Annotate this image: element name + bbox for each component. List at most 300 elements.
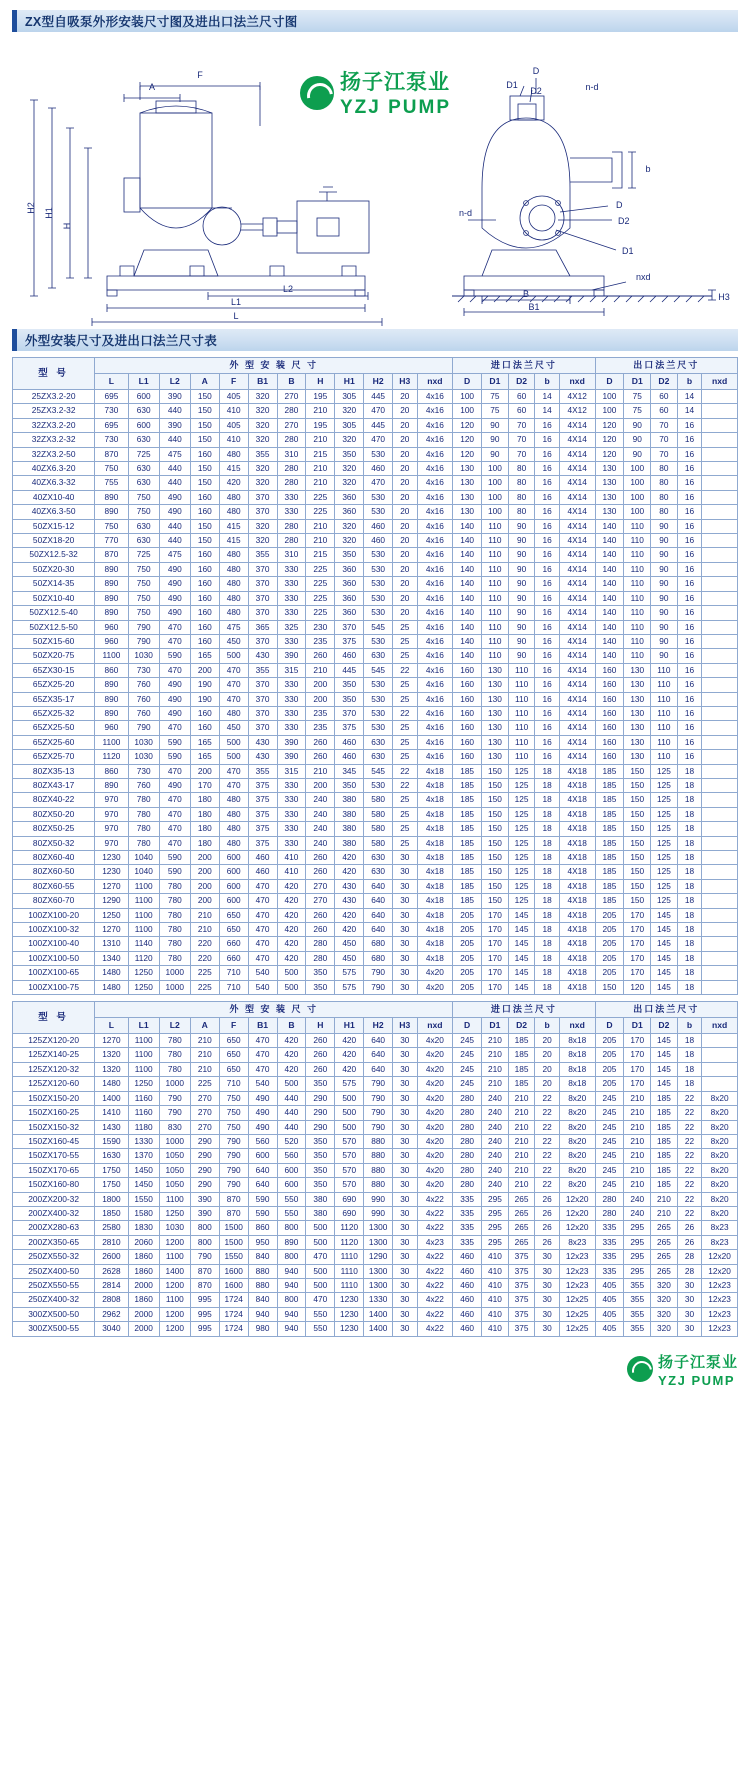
th-col-b-20: b bbox=[677, 1018, 701, 1034]
cell-d2: 145 bbox=[651, 923, 678, 937]
section-header-drawing-label: ZX型自吸泵外形安装尺寸图及进出口法兰尺寸图 bbox=[25, 15, 298, 29]
cell-l2: 590 bbox=[159, 649, 190, 663]
cell-h: 290 bbox=[306, 1120, 335, 1134]
cell-b1: 370 bbox=[248, 678, 277, 692]
cell-nxd bbox=[702, 663, 738, 677]
cell-h2: 1400 bbox=[364, 1307, 393, 1321]
cell-l1: 1250 bbox=[128, 980, 159, 994]
cell-d1: 130 bbox=[482, 692, 509, 706]
table-row bbox=[13, 418, 738, 432]
cell-l1: 1330 bbox=[128, 1134, 159, 1148]
cell-a: 150 bbox=[190, 462, 219, 476]
cell-b: 16 bbox=[677, 505, 701, 519]
cell-d: 160 bbox=[595, 721, 624, 735]
cell-nxd: 8x20 bbox=[559, 1134, 595, 1148]
cell-h: 240 bbox=[306, 807, 335, 821]
cell-l1: 780 bbox=[128, 807, 159, 821]
cell-nxd: 12x23 bbox=[702, 1293, 738, 1307]
table-row bbox=[13, 1293, 738, 1307]
cell-h2: 880 bbox=[364, 1149, 393, 1163]
cell-a: 270 bbox=[190, 1091, 219, 1105]
cell-nxd: 12x23 bbox=[559, 1250, 595, 1264]
table-row bbox=[13, 1134, 738, 1148]
cell-d1: 130 bbox=[482, 750, 509, 764]
cell-b: 30 bbox=[535, 1293, 559, 1307]
cell-d2: 125 bbox=[651, 778, 678, 792]
cell-b1: 540 bbox=[248, 980, 277, 994]
cell-nxd: 4X18 bbox=[559, 778, 595, 792]
cell-b: 420 bbox=[277, 937, 306, 951]
cell-d1: 100 bbox=[624, 462, 651, 476]
cell-f: 480 bbox=[219, 706, 248, 720]
cell-d1: 150 bbox=[624, 764, 651, 778]
cell-d1: 410 bbox=[482, 1278, 509, 1292]
cell-model: 50ZX12.5-32 bbox=[13, 548, 95, 562]
cell-l1: 750 bbox=[128, 490, 159, 504]
cell-nxd: 4x20 bbox=[417, 1134, 453, 1148]
cell-l1: 630 bbox=[128, 462, 159, 476]
cell-d: 130 bbox=[595, 476, 624, 490]
cell-nxd: 4x20 bbox=[417, 1077, 453, 1091]
table-row bbox=[13, 1178, 738, 1192]
cell-d1: 110 bbox=[482, 562, 509, 576]
cell-b1: 320 bbox=[248, 433, 277, 447]
cell-nxd bbox=[702, 778, 738, 792]
cell-d2: 210 bbox=[508, 1106, 535, 1120]
label-H1: H1 bbox=[44, 207, 54, 219]
cell-d1: 150 bbox=[482, 793, 509, 807]
cell-d: 160 bbox=[595, 678, 624, 692]
cell-h1: 500 bbox=[335, 1106, 364, 1120]
cell-h3: 30 bbox=[393, 1134, 417, 1148]
cell-h2: 880 bbox=[364, 1178, 393, 1192]
cell-h: 350 bbox=[306, 1077, 335, 1091]
cell-l: 1270 bbox=[95, 879, 128, 893]
cell-model: 80ZX60-40 bbox=[13, 851, 95, 865]
cell-l2: 490 bbox=[159, 778, 190, 792]
cell-model: 80ZX60-70 bbox=[13, 894, 95, 908]
cell-f: 1724 bbox=[219, 1322, 248, 1336]
th-outline-group: 外 型 安 装 尺 寸 bbox=[95, 358, 453, 374]
cell-d1: 210 bbox=[624, 1163, 651, 1177]
cell-d2: 125 bbox=[651, 894, 678, 908]
cell-d: 150 bbox=[595, 980, 624, 994]
cell-a: 165 bbox=[190, 649, 219, 663]
cell-b1: 370 bbox=[248, 562, 277, 576]
cell-d1: 75 bbox=[624, 404, 651, 418]
cell-l1: 630 bbox=[128, 476, 159, 490]
cell-nxd: 12x25 bbox=[559, 1322, 595, 1336]
cell-b: 22 bbox=[677, 1163, 701, 1177]
cell-h1: 1110 bbox=[335, 1264, 364, 1278]
cell-d2: 185 bbox=[651, 1134, 678, 1148]
cell-h: 240 bbox=[306, 836, 335, 850]
table-row bbox=[13, 923, 738, 937]
cell-b1: 560 bbox=[248, 1134, 277, 1148]
cell-l1: 1160 bbox=[128, 1106, 159, 1120]
cell-b: 30 bbox=[535, 1322, 559, 1336]
cell-d2: 80 bbox=[508, 462, 535, 476]
cell-d1: 210 bbox=[624, 1149, 651, 1163]
cell-b: 390 bbox=[277, 649, 306, 663]
cell-d1: 210 bbox=[624, 1178, 651, 1192]
cell-nxd: 4x16 bbox=[417, 418, 453, 432]
cell-f: 405 bbox=[219, 390, 248, 404]
cell-d1: 130 bbox=[482, 706, 509, 720]
cell-l2: 470 bbox=[159, 764, 190, 778]
cell-h1: 345 bbox=[335, 764, 364, 778]
cell-d: 100 bbox=[595, 390, 624, 404]
cell-h2: 680 bbox=[364, 951, 393, 965]
cell-h3: 22 bbox=[393, 706, 417, 720]
th-model: 型 号 bbox=[13, 358, 95, 390]
cell-d1: 150 bbox=[624, 879, 651, 893]
cell-d1: 110 bbox=[624, 562, 651, 576]
cell-h: 290 bbox=[306, 1091, 335, 1105]
cell-d: 185 bbox=[453, 807, 482, 821]
cell-h3: 20 bbox=[393, 390, 417, 404]
cell-a: 160 bbox=[190, 447, 219, 461]
cell-d: 280 bbox=[453, 1091, 482, 1105]
cell-a: 160 bbox=[190, 634, 219, 648]
cell-d: 185 bbox=[453, 836, 482, 850]
cell-b: 26 bbox=[535, 1221, 559, 1235]
cell-nxd: 12x20 bbox=[559, 1206, 595, 1220]
cell-d: 185 bbox=[453, 764, 482, 778]
cell-l: 2600 bbox=[95, 1250, 128, 1264]
cell-l: 750 bbox=[95, 462, 128, 476]
cell-h1: 1110 bbox=[335, 1250, 364, 1264]
cell-h3: 30 bbox=[393, 951, 417, 965]
cell-l2: 780 bbox=[159, 937, 190, 951]
cell-a: 160 bbox=[190, 490, 219, 504]
cell-l2: 470 bbox=[159, 822, 190, 836]
cell-a: 200 bbox=[190, 764, 219, 778]
cell-b: 420 bbox=[277, 1048, 306, 1062]
cell-a: 160 bbox=[190, 591, 219, 605]
cell-d2: 145 bbox=[508, 908, 535, 922]
cell-d: 120 bbox=[453, 418, 482, 432]
th-inlet-group: 进口法兰尺寸 bbox=[453, 358, 595, 374]
cell-d: 185 bbox=[595, 793, 624, 807]
cell-nxd: 4X14 bbox=[559, 678, 595, 692]
cell-h: 260 bbox=[306, 908, 335, 922]
cell-d1: 295 bbox=[482, 1221, 509, 1235]
cell-l: 2628 bbox=[95, 1264, 128, 1278]
cell-h: 225 bbox=[306, 490, 335, 504]
table-row bbox=[13, 908, 738, 922]
table2-header-group-row bbox=[13, 1002, 738, 1018]
cell-nxd: 4x18 bbox=[417, 951, 453, 965]
cell-d1: 110 bbox=[482, 519, 509, 533]
cell-h3: 25 bbox=[393, 721, 417, 735]
cell-h: 260 bbox=[306, 1062, 335, 1076]
cell-d2: 70 bbox=[508, 418, 535, 432]
cell-l: 890 bbox=[95, 505, 128, 519]
cell-b: 940 bbox=[277, 1264, 306, 1278]
cell-d2: 125 bbox=[508, 778, 535, 792]
cell-b1: 355 bbox=[248, 548, 277, 562]
cell-nxd: 4X14 bbox=[559, 634, 595, 648]
cell-h: 210 bbox=[306, 462, 335, 476]
cell-d1: 170 bbox=[624, 951, 651, 965]
cell-d1: 110 bbox=[482, 649, 509, 663]
cell-nxd: 8x20 bbox=[702, 1106, 738, 1120]
cell-d2: 265 bbox=[508, 1192, 535, 1206]
cell-h1: 380 bbox=[335, 807, 364, 821]
cell-h: 380 bbox=[306, 1192, 335, 1206]
cell-d: 460 bbox=[453, 1278, 482, 1292]
cell-h3: 25 bbox=[393, 836, 417, 850]
cell-l2: 490 bbox=[159, 606, 190, 620]
cell-f: 420 bbox=[219, 476, 248, 490]
cell-d1: 110 bbox=[482, 606, 509, 620]
cell-h1: 380 bbox=[335, 793, 364, 807]
cell-nxd: 4x16 bbox=[417, 606, 453, 620]
cell-h3: 20 bbox=[393, 591, 417, 605]
cell-b1: 470 bbox=[248, 879, 277, 893]
cell-h: 240 bbox=[306, 822, 335, 836]
cell-h2: 640 bbox=[364, 879, 393, 893]
cell-h1: 1120 bbox=[335, 1235, 364, 1249]
th-col-d1-13: D1 bbox=[482, 374, 509, 390]
cell-b: 270 bbox=[277, 418, 306, 432]
cell-h: 270 bbox=[306, 879, 335, 893]
cell-b: 14 bbox=[535, 404, 559, 418]
cell-nxd: 4X12 bbox=[559, 390, 595, 404]
cell-d1: 170 bbox=[624, 1062, 651, 1076]
cell-d2: 125 bbox=[508, 851, 535, 865]
cell-b1: 370 bbox=[248, 634, 277, 648]
cell-nxd: 4x20 bbox=[417, 1091, 453, 1105]
cell-d2: 90 bbox=[508, 548, 535, 562]
cell-b1: 320 bbox=[248, 462, 277, 476]
cell-h3: 25 bbox=[393, 678, 417, 692]
cell-d: 205 bbox=[595, 966, 624, 980]
cell-f: 500 bbox=[219, 735, 248, 749]
cell-d2: 90 bbox=[651, 519, 678, 533]
cell-b1: 370 bbox=[248, 721, 277, 735]
cell-l2: 490 bbox=[159, 505, 190, 519]
cell-h1: 570 bbox=[335, 1134, 364, 1148]
label-D-right: D bbox=[616, 200, 623, 210]
cell-d2: 265 bbox=[651, 1221, 678, 1235]
cell-d: 335 bbox=[595, 1264, 624, 1278]
cell-d: 140 bbox=[595, 534, 624, 548]
cell-l1: 1860 bbox=[128, 1250, 159, 1264]
cell-b1: 470 bbox=[248, 951, 277, 965]
cell-nxd: 4X14 bbox=[559, 620, 595, 634]
cell-h1: 320 bbox=[335, 476, 364, 490]
cell-nxd: 4x20 bbox=[417, 1163, 453, 1177]
cell-b: 16 bbox=[535, 433, 559, 447]
cell-d: 160 bbox=[453, 735, 482, 749]
cell-nxd: 4X18 bbox=[559, 793, 595, 807]
cell-d2: 110 bbox=[651, 721, 678, 735]
cell-l2: 1100 bbox=[159, 1293, 190, 1307]
cell-b: 22 bbox=[677, 1206, 701, 1220]
cell-h3: 20 bbox=[393, 433, 417, 447]
cell-l: 755 bbox=[95, 476, 128, 490]
table-row bbox=[13, 851, 738, 865]
cell-b: 18 bbox=[535, 894, 559, 908]
cell-f: 790 bbox=[219, 1134, 248, 1148]
cell-h1: 370 bbox=[335, 620, 364, 634]
cell-b: 18 bbox=[535, 778, 559, 792]
cell-model: 80ZX50-32 bbox=[13, 836, 95, 850]
cell-f: 470 bbox=[219, 678, 248, 692]
cell-f: 500 bbox=[219, 750, 248, 764]
cell-d2: 125 bbox=[508, 822, 535, 836]
cell-d1: 355 bbox=[624, 1307, 651, 1321]
cell-h1: 1120 bbox=[335, 1221, 364, 1235]
cell-d1: 240 bbox=[482, 1163, 509, 1177]
cell-d: 120 bbox=[595, 447, 624, 461]
cell-h1: 375 bbox=[335, 721, 364, 735]
cell-b: 16 bbox=[677, 735, 701, 749]
cell-d: 185 bbox=[453, 879, 482, 893]
cell-d2: 90 bbox=[508, 591, 535, 605]
cell-nxd: 8x20 bbox=[559, 1120, 595, 1134]
cell-l2: 1000 bbox=[159, 1077, 190, 1091]
cell-b: 16 bbox=[677, 447, 701, 461]
label-nd-left: n-d bbox=[458, 208, 472, 218]
cell-model: 32ZX3.2-32 bbox=[13, 433, 95, 447]
cell-b: 16 bbox=[677, 706, 701, 720]
cell-b1: 590 bbox=[248, 1206, 277, 1220]
cell-f: 470 bbox=[219, 778, 248, 792]
cell-nxd: 8x18 bbox=[559, 1034, 595, 1048]
table-row bbox=[13, 649, 738, 663]
cell-model: 100ZX100-75 bbox=[13, 980, 95, 994]
cell-d: 185 bbox=[453, 851, 482, 865]
cell-l2: 475 bbox=[159, 447, 190, 461]
cell-h1: 420 bbox=[335, 1048, 364, 1062]
table-row bbox=[13, 1163, 738, 1177]
cell-h2: 460 bbox=[364, 519, 393, 533]
cell-l2: 390 bbox=[159, 390, 190, 404]
cell-f: 870 bbox=[219, 1206, 248, 1220]
cell-l2: 1030 bbox=[159, 1221, 190, 1235]
cell-nxd: 4X18 bbox=[559, 865, 595, 879]
cell-f: 415 bbox=[219, 534, 248, 548]
cell-b: 420 bbox=[277, 894, 306, 908]
th-col-b1-5: B1 bbox=[248, 374, 277, 390]
cell-nxd bbox=[702, 534, 738, 548]
cell-nxd: 8x20 bbox=[702, 1206, 738, 1220]
cell-f: 480 bbox=[219, 793, 248, 807]
cell-d2: 60 bbox=[651, 404, 678, 418]
cell-a: 290 bbox=[190, 1163, 219, 1177]
cell-b: 330 bbox=[277, 577, 306, 591]
cell-b: 18 bbox=[677, 951, 701, 965]
cell-d2: 70 bbox=[651, 447, 678, 461]
cell-d: 140 bbox=[453, 606, 482, 620]
cell-nxd: 4X14 bbox=[559, 490, 595, 504]
cell-f: 650 bbox=[219, 1062, 248, 1076]
cell-f: 790 bbox=[219, 1163, 248, 1177]
yzj-circle-logo-icon-footer bbox=[627, 1356, 653, 1382]
cell-b1: 880 bbox=[248, 1278, 277, 1292]
cell-h3: 20 bbox=[393, 462, 417, 476]
cell-b: 330 bbox=[277, 505, 306, 519]
cell-h2: 470 bbox=[364, 404, 393, 418]
cell-h3: 30 bbox=[393, 1178, 417, 1192]
cell-d1: 110 bbox=[624, 577, 651, 591]
cell-d: 140 bbox=[595, 620, 624, 634]
cell-h1: 350 bbox=[335, 678, 364, 692]
th2-outlet-group: 出口法兰尺寸 bbox=[595, 1002, 737, 1018]
cell-b1: 370 bbox=[248, 505, 277, 519]
cell-model: 80ZX50-20 bbox=[13, 807, 95, 821]
cell-l1: 1100 bbox=[128, 879, 159, 893]
cell-h1: 320 bbox=[335, 404, 364, 418]
cell-a: 160 bbox=[190, 548, 219, 562]
cell-h1: 360 bbox=[335, 591, 364, 605]
cell-h: 550 bbox=[306, 1322, 335, 1336]
table-row bbox=[13, 836, 738, 850]
cell-h: 225 bbox=[306, 591, 335, 605]
cell-d1: 90 bbox=[624, 418, 651, 432]
cell-d: 280 bbox=[595, 1206, 624, 1220]
cell-l1: 1860 bbox=[128, 1264, 159, 1278]
cell-d1: 170 bbox=[482, 966, 509, 980]
cell-d: 280 bbox=[453, 1134, 482, 1148]
cell-d2: 375 bbox=[508, 1307, 535, 1321]
cell-d1: 90 bbox=[624, 447, 651, 461]
table-row bbox=[13, 1091, 738, 1105]
cell-f: 600 bbox=[219, 865, 248, 879]
cell-d1: 110 bbox=[482, 577, 509, 591]
cell-d2: 110 bbox=[651, 692, 678, 706]
cell-d1: 75 bbox=[624, 390, 651, 404]
cell-d: 160 bbox=[595, 692, 624, 706]
th-col-b-15: b bbox=[535, 374, 559, 390]
cell-l1: 760 bbox=[128, 778, 159, 792]
cell-a: 160 bbox=[190, 706, 219, 720]
cell-h3: 30 bbox=[393, 980, 417, 994]
cell-b: 18 bbox=[535, 937, 559, 951]
cell-d1: 110 bbox=[482, 591, 509, 605]
cell-d1: 90 bbox=[482, 433, 509, 447]
cell-a: 170 bbox=[190, 778, 219, 792]
cell-d1: 110 bbox=[482, 634, 509, 648]
cell-b: 18 bbox=[535, 980, 559, 994]
th-col-h-7: H bbox=[306, 1018, 335, 1034]
cell-b: 26 bbox=[535, 1206, 559, 1220]
cell-l: 1230 bbox=[95, 851, 128, 865]
cell-d2: 110 bbox=[508, 735, 535, 749]
cell-b: 500 bbox=[277, 980, 306, 994]
cell-d: 245 bbox=[453, 1048, 482, 1062]
cell-l2: 1200 bbox=[159, 1235, 190, 1249]
cell-nxd: 4x16 bbox=[417, 620, 453, 634]
cell-nxd bbox=[702, 807, 738, 821]
table-row bbox=[13, 591, 738, 605]
table-header-group-row bbox=[13, 358, 738, 374]
cell-b: 280 bbox=[277, 433, 306, 447]
cell-h3: 30 bbox=[393, 1221, 417, 1235]
cell-d2: 125 bbox=[508, 894, 535, 908]
cell-l: 1340 bbox=[95, 951, 128, 965]
cell-h3: 30 bbox=[393, 1048, 417, 1062]
cell-nxd: 4x16 bbox=[417, 447, 453, 461]
cell-d: 140 bbox=[595, 606, 624, 620]
cell-d1: 150 bbox=[482, 836, 509, 850]
cell-h2: 530 bbox=[364, 490, 393, 504]
cell-l2: 1000 bbox=[159, 1134, 190, 1148]
cell-d2: 125 bbox=[651, 851, 678, 865]
